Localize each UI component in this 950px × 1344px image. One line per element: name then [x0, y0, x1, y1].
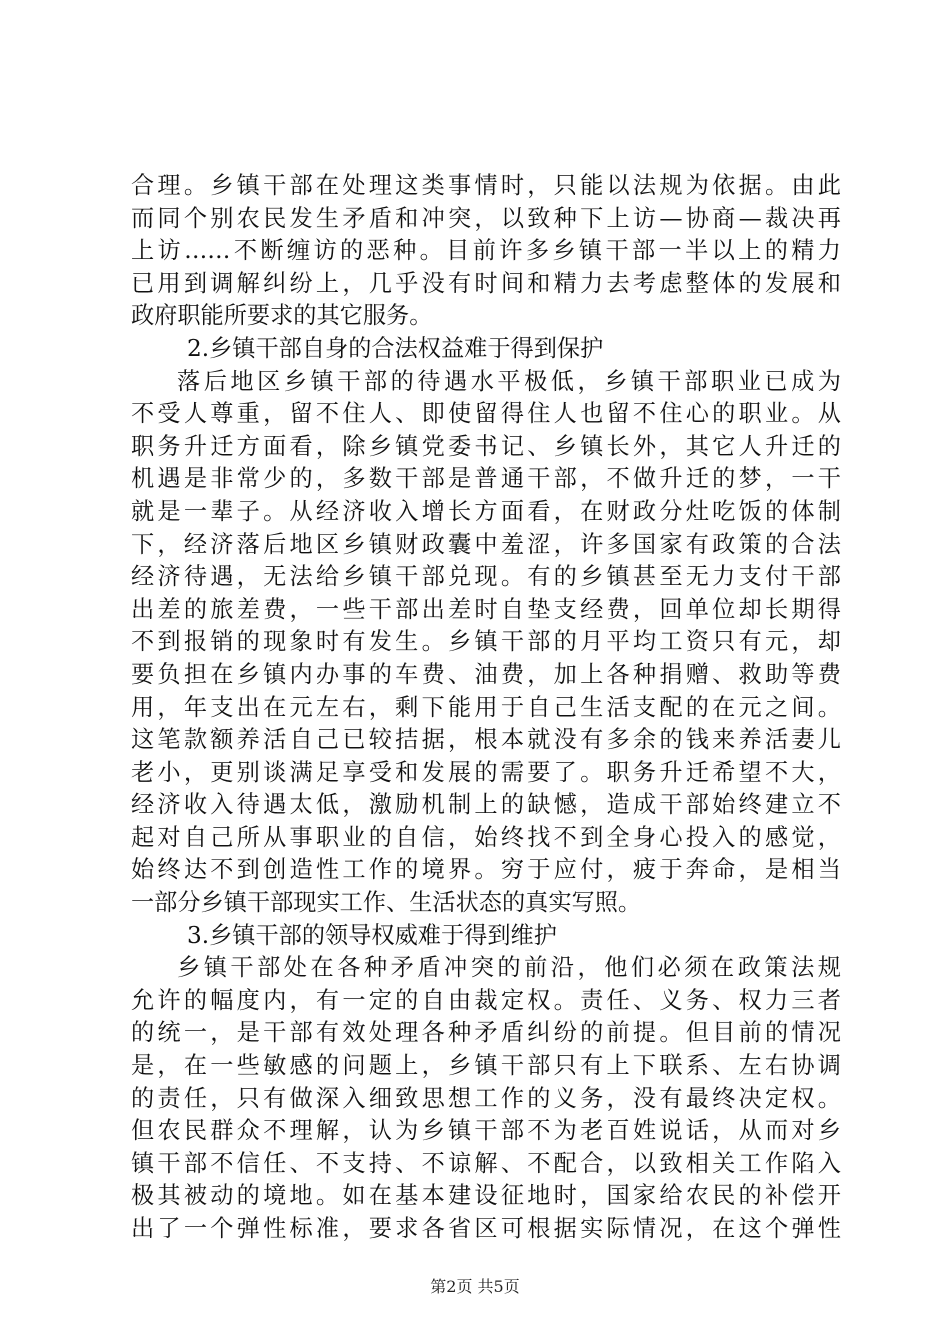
- text-line: 经济待遇，无法给乡镇干部兑现。有的乡镇甚至无力支付干部: [131, 563, 841, 591]
- text-line: 经济收入待遇太低，激励机制上的缺憾，造成干部始终建立不: [131, 791, 841, 819]
- paragraph-first-line: 乡镇干部处在各种矛盾冲突的前沿，他们必须在政策法规: [177, 954, 841, 982]
- text-line: 用，年支出在元左右，剩下能用于自己生活支配的在元之间。: [131, 693, 841, 721]
- text-line: 允许的幅度内，有一定的自由裁定权。责任、义务、权力三者: [131, 986, 841, 1014]
- text-line: 合理。乡镇干部在处理这类事情时，只能以法规为依据。由此: [131, 172, 841, 199]
- text-line: 政府职能所要求的其它服务。: [131, 302, 433, 330]
- text-line: 极其被动的境地。如在基本建设征地时，国家给农民的补偿开: [131, 1182, 841, 1210]
- section-heading-2: 2.乡镇干部自身的合法权益难于得到保护: [187, 334, 604, 362]
- text-line: 不受人尊重，留不住人、即使留得住人也留不住心的职业。从: [131, 400, 841, 428]
- text-line: 出了一个弹性标准，要求各省区可根据实际情况，在这个弹性: [131, 1215, 841, 1242]
- text-line: 就是一辈子。从经济收入增长方面看，在财政分灶吃饭的体制: [131, 497, 841, 525]
- text-line: 的责任，只有做深入细致思想工作的义务，没有最终决定权。: [131, 1084, 841, 1112]
- text-line: 而同个别农民发生矛盾和冲突，以致种下上访—协商—裁决再: [131, 204, 841, 232]
- page-number-footer: 第2页 共5页: [430, 1277, 520, 1296]
- text-line: 镇干部不信任、不支持、不谅解、不配合，以致相关工作陷入: [131, 1149, 841, 1177]
- paragraph-first-line: 落后地区乡镇干部的待遇水平极低，乡镇干部职业已成为: [177, 367, 841, 395]
- text-line: 这笔款额养活自己已较拮据，根本就没有多余的钱来养活妻儿: [131, 726, 841, 754]
- text-line: 的统一，是干部有效处理各种矛盾纠纷的前提。但目前的情况: [131, 1019, 841, 1047]
- text-line: 已用到调解纠纷上，几乎没有时间和精力去考虑整体的发展和: [131, 269, 841, 297]
- text-line: 职务升迁方面看，除乡镇党委书记、乡镇长外，其它人升迁的: [131, 432, 841, 460]
- text-line: 要负担在乡镇内办事的车费、油费，加上各种捐赠、救助等费: [131, 660, 841, 688]
- text-line: 老小，更别谈满足享受和发展的需要了。职务升迁希望不大，: [131, 758, 841, 786]
- text-line: 起对自己所从事职业的自信，始终找不到全身心投入的感觉，: [131, 823, 841, 851]
- text-line: 机遇是非常少的，多数干部是普通干部，不做升迁的梦，一干: [131, 465, 841, 493]
- text-line: 但农民群众不理解，认为乡镇干部不为老百姓说话，从而对乡: [131, 1117, 841, 1145]
- text-line: 下，经济落后地区乡镇财政囊中羞涩，许多国家有政策的合法: [131, 530, 841, 558]
- section-heading-3: 3.乡镇干部的领导权威难于得到维护: [187, 921, 557, 949]
- text-line: 是，在一些敏感的问题上，乡镇干部只有上下联系、左右协调: [131, 1052, 841, 1080]
- body-text: [131, 170, 841, 1246]
- text-line: 始终达不到创造性工作的境界。穷于应付，疲于奔命，是相当: [131, 856, 841, 884]
- text-line: 出差的旅差费，一些干部出差时自垫支经费，回单位却长期得: [131, 595, 841, 623]
- text-line: 不到报销的现象时有发生。乡镇干部的月平均工资只有元，却: [131, 628, 841, 656]
- text-line: 一部分乡镇干部现实工作、生活状态的真实写照。: [131, 889, 642, 917]
- text-line: 上访……不断缠访的恶种。目前许多乡镇干部一半以上的精力: [131, 237, 841, 265]
